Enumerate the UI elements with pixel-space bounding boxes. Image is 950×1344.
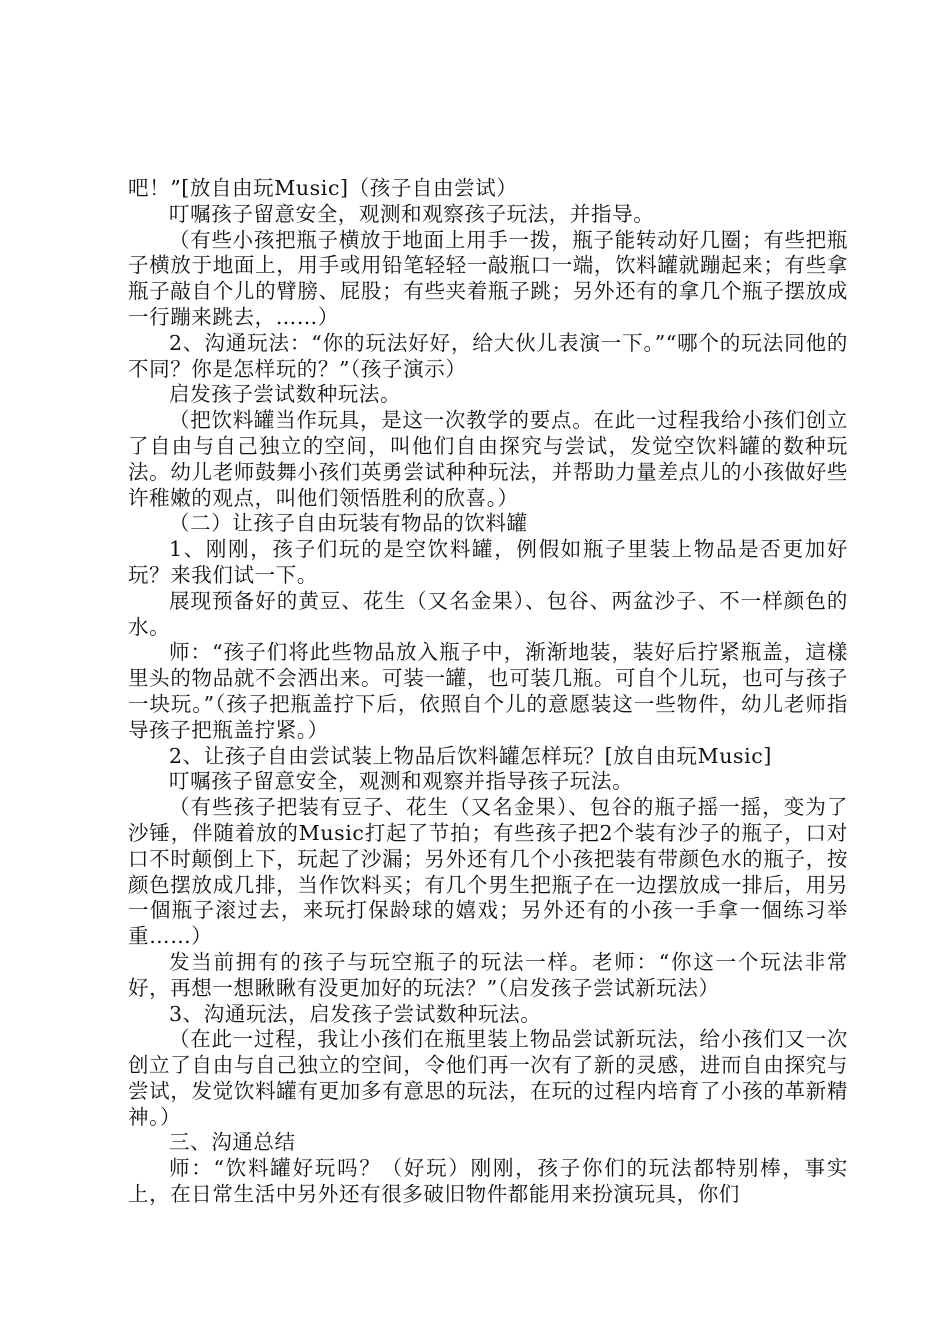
paragraph-6: （把饮料罐当作玩具，是这一次教学的要点。在此一过程我给小孩们创立了自由与自己独立的空间，叫他们自由探究与尝试，发觉空饮料罐的数种玩法。幼儿老师鼓舞小孩们英勇尝试种种玩法，并帮助力量差点儿的小孩做好些许稚嫩的观点，叫他们领悟胜利的欣喜。） <box>128 408 848 510</box>
paragraph-12: 叮嘱孩子留意安全，观测和观察并指导孩子玩法。 <box>169 769 634 794</box>
section-heading-2: （二）让孩子自由玩装有物品的饮料罐 <box>169 511 528 536</box>
paragraph-1: 吧！”[放自由玩Music]（孩子自由尝试） <box>128 176 518 200</box>
document-body <box>128 176 848 1208</box>
paragraph-15: 3、沟通玩法，启发孩子尝试数种玩法。 <box>169 1001 542 1026</box>
paragraph-2: 叮嘱孩子留意安全，观测和观察孩子玩法，并指导。 <box>169 201 655 226</box>
paragraph-14: 发当前拥有的孩子与玩空瓶子的玩法一样。老师：“你这一个玩法非常好，再想一想瞅瞅有没更加好的玩法？”（启发孩子尝试新玩法） <box>128 949 848 1000</box>
paragraph-4: 2、沟通玩法：“你的玩法好好，给大伙儿表演一下。”“哪个的玩法同他的不同？你是怎样玩的？”（孩子演示） <box>128 330 848 381</box>
paragraph-18: 师：“饮料罐好玩吗？（好玩）刚刚，孩子你们的玩法都特别棒，事实上，在日常生活中另外还有很多破旧物件都能用来扮演玩具，你们 <box>128 1156 848 1207</box>
paragraph-5: 启发孩子尝试数种玩法。 <box>169 382 402 407</box>
paragraph-16: （在此一过程，我让小孩们在瓶里装上物品尝试新玩法，给小孩们又一次创立了自由与自己独立的空间，令他们再一次有了新的灵感，进而自由探究与尝试，发觉饮料罐有更加多有意思的玩法，在玩的过程内培育了小孩的革新精神。） <box>128 1027 848 1129</box>
paragraph-13: （有些孩子把装有豆子、花生（又名金果）、包谷的瓶子摇一摇，变为了沙锤，伴随着放的Music打起了节拍；有些孩子把2个装有沙子的瓶子，口对口不时颠倒上下，玩起了沙漏；另外还有几个小孩把装有带颜色水的瓶子，按颜色摆放成几排，当作饮料买；有几个男生把瓶子在一边摆放成一排后，用另一個瓶子滚过去，来玩打保龄球的嬉戏；另外还有的小孩一手拿一個练习举重……） <box>128 795 848 949</box>
paragraph-11: 2、让孩子自由尝试装上物品后饮料罐怎样玩？[放自由玩Music] <box>169 743 772 768</box>
paragraph-9: 展现预备好的黄豆、花生（又名金果）、包谷、两盆沙子、不一样颜色的水。 <box>128 588 848 639</box>
section-heading-3: 三、沟通总结 <box>169 1130 296 1155</box>
paragraph-8: 1、刚刚，孩子们玩的是空饮料罐，例假如瓶子里装上物品是否更加好玩？来我们试一下。 <box>128 537 848 587</box>
paragraph-3: （有些小孩把瓶子横放于地面上用手一拨，瓶子能转动好几圈；有些把瓶子横放于地面上，用手或用铅笔轻轻一敲瓶口一端，饮料罐就蹦起来；有些拿瓶子敲自个儿的臂膀、屁股；有些夹着瓶子跳；另外还有的拿几个瓶子摆放成一行蹦来跳去，……） <box>128 227 848 329</box>
paragraph-10: 师：“孩子们将此些物品放入瓶子中，渐渐地装，装好后拧紧瓶盖，這樣里头的物品就不会洒出来。可装一罐，也可装几瓶。可自个儿玩，也可与孩子一块玩。”（孩子把瓶盖拧下后，依照自个儿的意愿装这一些物件，幼儿老师指导孩子把瓶盖拧紧。） <box>128 640 848 742</box>
